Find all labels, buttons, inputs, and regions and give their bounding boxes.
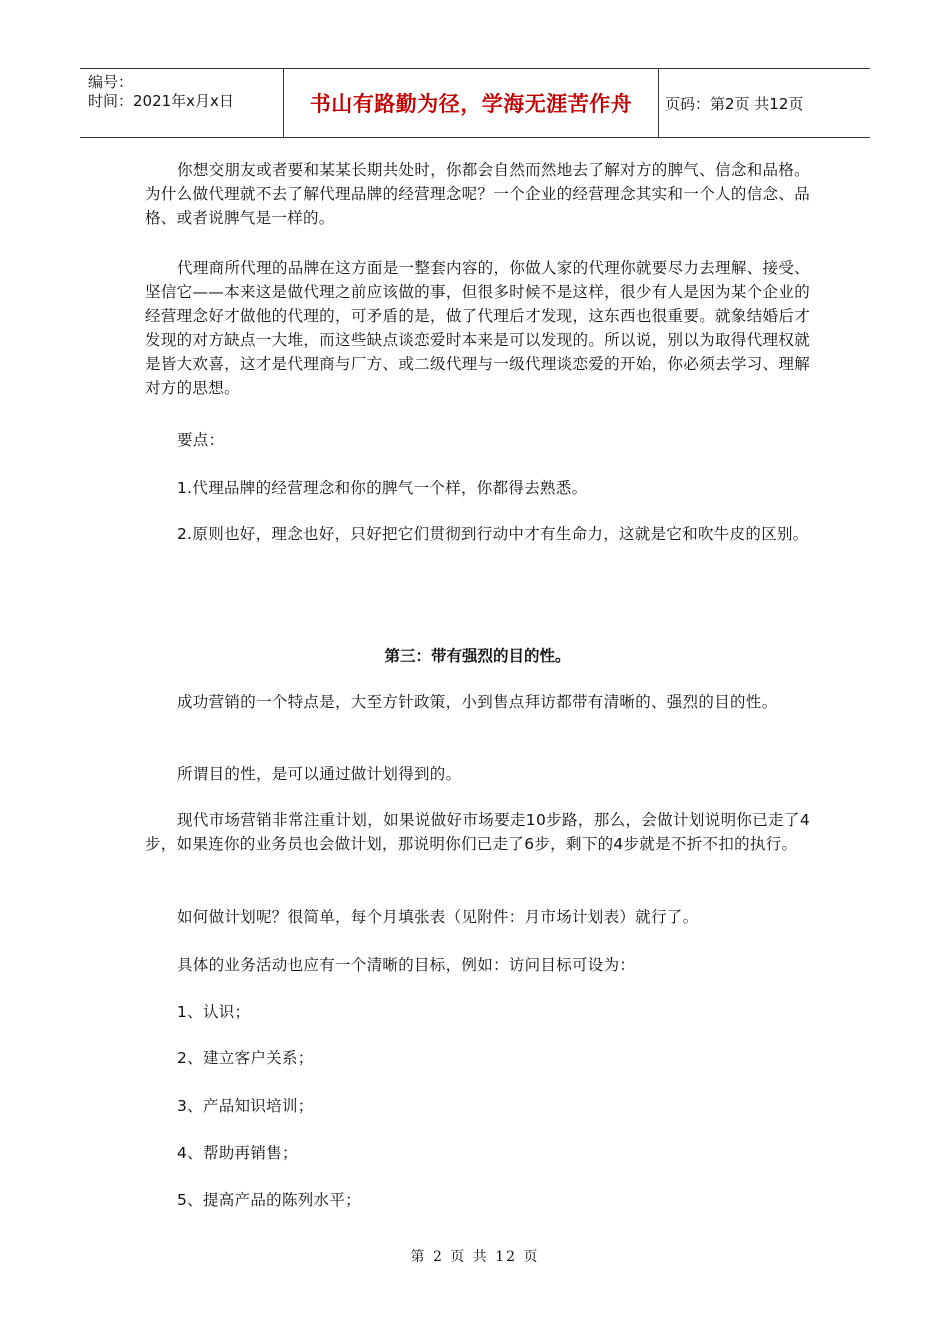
list-item: 5、提高产品的陈列水平； bbox=[177, 1191, 361, 1209]
list-item: 2、建立客户关系； bbox=[177, 1049, 314, 1067]
document-number-label: 编号： bbox=[88, 73, 134, 91]
paragraph: 2.原则也好，理念也好，只好把它们贯彻到行动中才有生命力，这就是它和吹牛皮的区别。 bbox=[177, 525, 809, 543]
page-info: 页码：第2页 共12页 bbox=[665, 94, 804, 113]
list-item: 1、认识； bbox=[177, 1003, 251, 1021]
page-header bbox=[80, 68, 870, 138]
header-motto-cell bbox=[284, 69, 659, 137]
paragraph: 代理商所代理的品牌在这方面是一整套内容的，你做人家的代理你就要尽力去理解、接受、坚信它——本来这是做代理之前应该做的事，但很多时候不是这样，很少有人是因为某个企业的经营理念好才做他的代理的，可矛盾的是，做了代理后才发现，这东西也很重要。就象结婚后才发现的对方缺点一大堆，而这些缺点谈恋爱时本来是可以发现的。所以说，别以为取得代理权就是皆大欢喜，这才是代理商与厂方、或二级代理与一级代理谈恋爱的开始，你必须去学习、理解对方的思想。 bbox=[145, 259, 810, 397]
paragraph: 成功营销的一个特点是，大至方针政策，小到售点拜访都带有清晰的、强烈的目的性。 bbox=[177, 693, 778, 711]
section-heading: 第三：带有强烈的目的性。 bbox=[384, 647, 571, 665]
motto-text: 书山有路勤为径，学海无涯苦作舟 bbox=[309, 92, 633, 116]
paragraph: 具体的业务活动也应有一个清晰的目标，例如：访问目标可设为： bbox=[177, 956, 636, 974]
header-left-cell bbox=[80, 69, 284, 137]
paragraph: 如何做计划呢？很简单，每个月填张表（见附件：月市场计划表）就行了。 bbox=[177, 908, 699, 926]
paragraph: 你想交朋友或者要和某某长期共处时，你都会自然而然地去了解对方的脾气、信念和品格。为什么做代理就不去了解代理品牌的经营理念呢？一个企业的经营理念其实和一个人的信念、品格、或者说脾气是一样的。 bbox=[145, 161, 810, 227]
document-date-label: 时间：2021年x月x日 bbox=[88, 92, 234, 110]
header-page-cell bbox=[660, 69, 875, 137]
list-item: 4、帮助再销售； bbox=[177, 1144, 298, 1162]
list-item: 3、产品知识培训； bbox=[177, 1097, 314, 1115]
page-footer: 第 2 页 共 12 页 bbox=[410, 1249, 540, 1265]
paragraph: 1.代理品牌的经营理念和你的脾气一个样，你都得去熟悉。 bbox=[177, 479, 588, 497]
paragraph: 所谓目的性，是可以通过做计划得到的。 bbox=[177, 765, 462, 783]
paragraph: 要点： bbox=[177, 431, 225, 449]
paragraph: 现代市场营销非常注重计划，如果说做好市场要走10步路，那么，会做计划说明你已走了4步，如果连你的业务员也会做计划，那说明你们已走了6步，剩下的4步就是不折不扣的执行。 bbox=[145, 811, 810, 853]
